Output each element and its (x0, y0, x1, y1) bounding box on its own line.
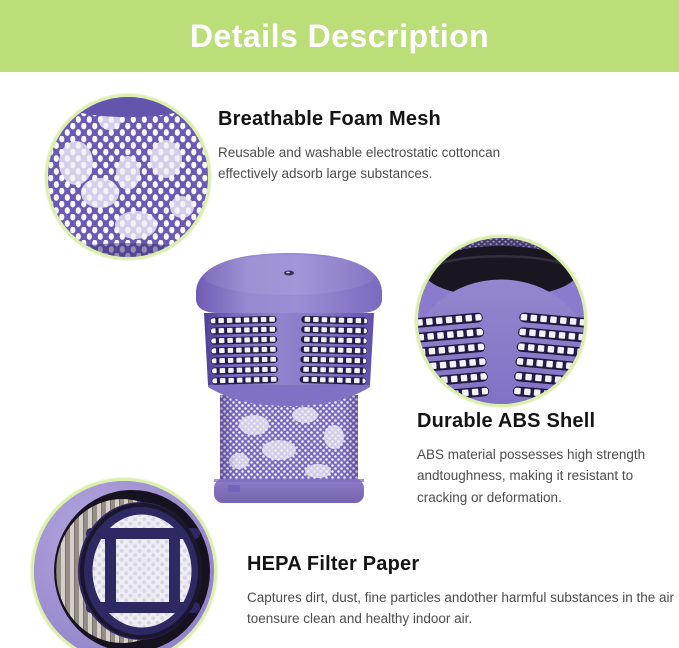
abs-shell-detail-photo (415, 235, 587, 407)
foam-mesh-texture-graphic (48, 97, 208, 257)
section-foam-mesh (218, 108, 523, 185)
foam-mesh-body: Reusable and washable electrostatic cottoncan effectively adsorb large substances. (218, 145, 501, 182)
hepa-paper-body: Captures dirt, dust, fine particles andother harmful substances in the air toensure clean and healthy indoor air. (247, 590, 674, 627)
abs-shell-body: ABS material possesses high strength andtoughness, making it resistant to cracking or deformation. (417, 447, 646, 505)
hepa-paper-title: HEPA Filter Paper (247, 553, 420, 575)
section-abs-shell (417, 410, 667, 508)
header-banner (0, 0, 679, 72)
filter-graphic (184, 245, 394, 505)
page-title: Details Description (189, 17, 490, 54)
abs-shell-title: Durable ABS Shell (417, 410, 596, 432)
abs-shell-graphic (418, 238, 584, 404)
section-hepa-paper (247, 553, 675, 630)
product-photo-filter (184, 245, 394, 505)
hepa-paper-graphic (34, 481, 214, 648)
foam-mesh-detail-photo (45, 94, 211, 260)
foam-mesh-title: Breathable Foam Mesh (218, 108, 441, 130)
